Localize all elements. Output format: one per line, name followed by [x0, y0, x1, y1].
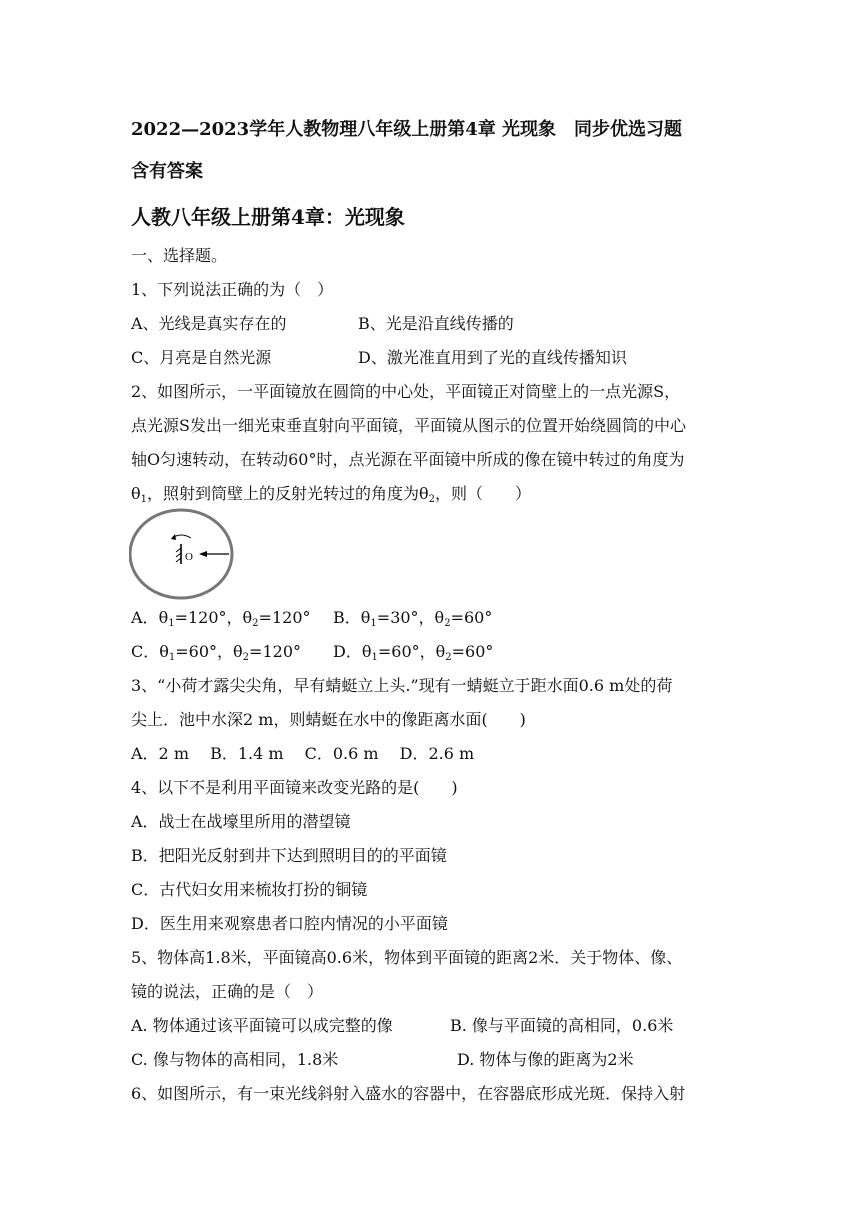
question-5-line1: 5、物体高1.8米，平面镜高0.6米，物体到平面镜的距离2米．关于物体、像、	[131, 948, 683, 967]
question-4-option-d: D．医生用来观察患者口腔内情况的小平面镜	[131, 914, 448, 933]
question-3-options: A．2 m B．1.4 m C．0.6 m D．2.6 m	[131, 744, 475, 763]
question-2-option-d: D．$\theta_1=60^\circ$，$\theta_2=60^\circ$	[333, 642, 494, 663]
question-5-option-b: B. 像与平面镜的高相同，0.6米	[450, 1016, 674, 1035]
question-2-line1: 2、如图所示，一平面镜放在圆筒的中心处，平面镜正对筒壁上的一点光源S，	[131, 382, 681, 401]
question-2-option-b: B．$\theta_1=30^\circ$，$\theta_2=60^\circ$	[333, 608, 493, 629]
center-label-o: O	[185, 551, 193, 563]
question-3-line1: 3、“小荷才露尖尖角，早有蜻蜓立上头.”现有一蜻蜓立于距水面0.6 m处的荷	[131, 676, 673, 695]
section-heading: 一、选择题。	[131, 246, 228, 265]
question-2-option-a: A．$\theta_1=120^\circ$，$\theta_2=120^\circ$	[131, 608, 311, 629]
chapter-heading: 人教八年级上册第4章：光现象	[131, 205, 405, 229]
question-2-option-c: C．$\theta_1=60^\circ$，$\theta_2=120^\circ$	[131, 642, 301, 663]
question-1-option-b: B、光是沿直线传播的	[358, 314, 514, 333]
question-2-line3: 轴O匀速转动，在转动60°时，点光源在平面镜中所成的像在镜中转过的角度为	[131, 450, 685, 469]
question-5-option-d: D. 物体与像的距离为2米	[457, 1050, 634, 1069]
document-title-line2: 含有答案	[131, 161, 203, 182]
cylinder-mirror-figure	[129, 508, 235, 600]
question-1-option-d: D、激光准直用到了光的直线传播知识	[358, 348, 627, 367]
question-5-option-c: C. 像与物体的高相同，1.8米	[131, 1050, 339, 1069]
question-2-line2: 点光源S发出一细光束垂直射向平面镜，平面镜从图示的位置开始绕圆筒的中心	[131, 416, 686, 435]
question-4-stem: 4、以下不是利用平面镜来改变光路的是( )	[131, 778, 458, 797]
document-title-line1: 2022—2023学年人教物理八年级上册第4章 光现象 同步优选习题	[131, 119, 682, 140]
question-1-stem: 1、下列说法正确的为（ ）	[131, 280, 334, 299]
question-4-option-a: A．战士在战壕里所用的潜望镜	[131, 812, 351, 831]
question-5-line2: 镜的说法，正确的是（ ）	[131, 982, 324, 1001]
question-2-line4: $\theta_1$，照射到筒壁上的反射光转过的角度为$\theta_2$，则（ ）	[131, 484, 532, 505]
question-3-line2: 尖上．池中水深2 m，则蜻蜓在水中的像距离水面( )	[131, 710, 526, 729]
question-1-option-a: A、光线是真实存在的	[131, 314, 287, 333]
rotation-arrow-head	[171, 534, 176, 540]
question-1-option-c: C、月亮是自然光源	[131, 348, 272, 367]
question-4-option-c: C．古代妇女用来梳妆打扮的铜镜	[131, 880, 368, 899]
ray-arrow-head	[199, 551, 207, 557]
question-5-option-a: A. 物体通过该平面镜可以成完整的像	[131, 1016, 393, 1035]
question-4-option-b: B．把阳光反射到井下达到照明目的的平面镜	[131, 846, 447, 865]
question-6-line1: 6、如图所示，有一束光线斜射入盛水的容器中，在容器底形成光斑．保持入射	[131, 1084, 686, 1103]
